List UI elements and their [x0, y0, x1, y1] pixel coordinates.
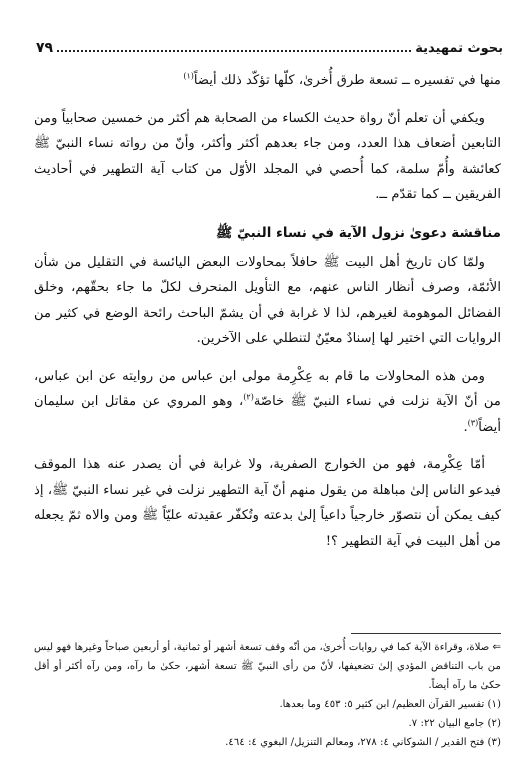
paragraph-4-text-b: ، وهو المروي عن مقاتل ابن سليمان أيضاً — [34, 394, 501, 435]
footnote-separator — [351, 633, 501, 634]
header-title: بحوث تمهيدية — [415, 41, 503, 56]
footnote-1: (١) تفسير القرآن العظيم/ ابن كثير ٥: ٤٥٣ وما بعدها. — [279, 699, 501, 710]
footnote-continuation-text: صلاة، وقراءة الآية كما في روايات أُخرىٰ، من أنّه وقف تسعة أشهر أو ثمانية، أو أربعين صباحاً وغيرها فهو ليس من باب التناقض المؤدي إلىٰ تضعيفها، لأنّ من رأى النبيّ ﷺ تسعة أشهر، حكىٰ ما رآه، ومن رآه أكثر أو أقل حكىٰ ما رآه أيضاً. — [34, 642, 501, 691]
paragraph-4 — [34, 364, 501, 441]
paragraph-3: ولمّا كان تاريخ أهل البيت ﷺ حافلاً بمحاولات البعض اليائسة في التقليل من شأن الأئمّة، وصرف أنظار الناس عنهم، مع التأويل المنحرف لكلّ ما جاء بحقّهم، وخلق الفضائل الموهومة لغيرهم، لذا لا غرابة في أن يشمّ الباحث رائحة الوضع في كثير من الروايات التي اختير لها إسنادٌ معيّنٌ لتنطلي على الآخرين. — [34, 254, 501, 346]
footnote-ref-3: (٣) — [467, 418, 479, 428]
footnote-2: (٢) جامع البيان ٢٢: ٧. — [408, 718, 501, 729]
footnote-3: (٣) فتح القدير / الشوكاني ٤: ٢٧٨، ومعالم التنزيل/ البغوي ٤: ٤٦٤. — [225, 737, 501, 748]
paragraph-2: ويكفي أن تعلم أنّ رواة حديث الكساء من الصحابة هم أكثر من خمسين صحابياً ومن التابعين أضعاف هذا العدد، ومن جاء بعدهم أكثر وأكثر، وأنّ من رواته نساء النبيّ ﷺ كعائشة وأُمّ سلمة، كما أُحصي في المجلد الأوّل من كتاب آية التطهير في أحاديث الفريقين ــ كما تقدّم ــ. — [34, 110, 501, 202]
header-dot-leader — [57, 50, 411, 52]
footnotes — [34, 633, 501, 752]
continuation-arrow-icon: ⇐ — [492, 642, 501, 653]
section-heading: مناقشة دعوىٰ نزول الآية في نساء النبيّ ﷺ — [215, 224, 501, 241]
footnote-continuation — [34, 638, 501, 695]
main-text — [34, 68, 501, 566]
paragraph-1-text: منها في تفسيره ــ تسعة طرق أُخرىٰ، كلّها تؤكّد ذلك أيضاً — [193, 73, 501, 88]
paragraph-5: أمّا عِكْرِمة، فهو من الخوارج الصفرية، ولا غرابة في أن يصدر عنه هذا الموقف فيدعو الناس إلىٰ مباهلة من يقول منهم أنّ آية التطهير نزلت في غير نساء النبيّ ﷺ، إذ كيف يمكن أن نتصوّر خارجياً داعياً إلىٰ بدعته وتُكفّر عقيدته عليّاً ﷺ ومن والاه ثمّ يجعله من أهل البيت في آية التطهير ؟! — [34, 457, 501, 549]
footnote-ref-2: (٢) — [243, 392, 254, 402]
footnote-ref-1: (١) — [183, 71, 194, 81]
paragraph-4-text-c: . — [463, 419, 468, 435]
paragraph-1 — [34, 68, 501, 94]
paragraph-4-text-a: ومن هذه المحاولات ما قام به عِكْرِمة مولى ابن عباس من روايته عن ابن عباس، من أنّ الآية نزلت في نساء النبيّ ﷺ خاصّة — [34, 368, 501, 409]
running-header — [36, 34, 503, 56]
page-number: ٧٩ — [36, 40, 54, 56]
